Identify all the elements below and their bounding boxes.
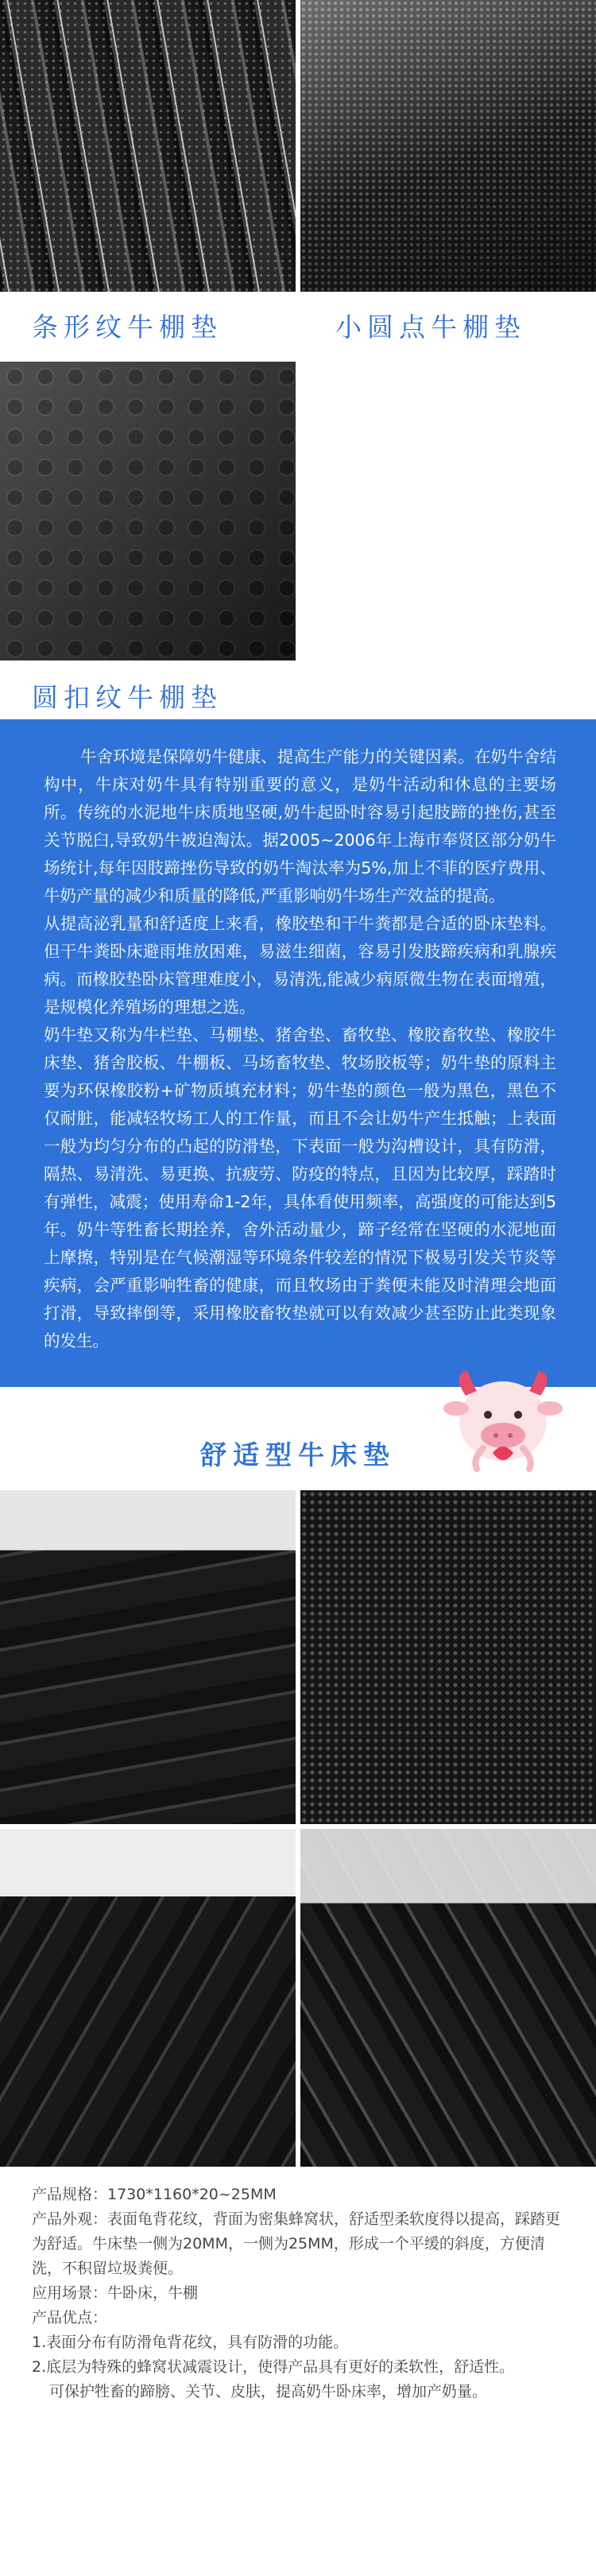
product-specs [32,2183,572,2404]
intro-paragraph-3: 奶牛垫又称为牛栏垫、马棚垫、猪舍垫、畜牧垫、橡胶畜牧垫、橡胶牛床垫、猪舍胶板、牛棚板、马场畜牧垫、牧场胶板等；奶牛垫的原料主要为环保橡胶粉+矿物质填充材料；奶牛垫的颜色一般为黑色，黑色不仅耐脏，能减轻牧场工人的工作量，而且不会让奶牛产生抵触；上表面一般为均匀分布的凸起的防滑垫，下表面一般为沟槽设计，具有防滑，隔热、易清洗、易更换、抗疲劳、防疫的特点，且因为比较厚，踩踏时有弹性，减震；使用寿命1-2年，具体看使用频率，高强度的可能达到5年。奶牛等牲畜长期拴养，舍外活动量少，蹄子经常在坚硬的水泥地面上摩擦，特别是在气候潮湿等环境条件较差的情况下极易引发关节炎等疾病，会严重影响牲畜的健康，而且牧场由于粪便未能及时清理会地面打滑，导致摔倒等，采用橡胶畜牧垫就可以有效减少甚至防止此类现象的发生。 [44,1025,556,1350]
spec-advantage-2-detail: 可保护牲畜的蹄膀、关节、皮肤，提高奶牛卧床率，增加产奶量。 [49,2383,488,2400]
mat-row-photo [0,1829,296,2167]
spec-application: 应用场景：牛卧床，牛棚 [32,2284,199,2302]
small-dot-mat-photo [300,0,596,292]
spec-advantages-heading: 产品优点： [32,2309,108,2326]
intro-paragraph-2: 从提高泌乳量和舒适度上来看，橡胶垫和干牛粪都是合适的卧床垫料。但干牛粪卧床避雨堆放困难，易滋生细菌，容易引发肢蹄疾病和乳腺疾病。而橡胶垫卧床管理难度小，易清洗,能减少病原微生物在表面增殖，是规模化养殖场的理想之选。 [44,914,556,1017]
strip-pattern-caption: 条形纹牛棚垫 [32,312,223,343]
spec-appearance: 产品外观：表面龟背花纹，背面为密集蜂窝状，舒适型柔软度得以提高，踩踏更为舒适。牛床垫一侧为20MM，一侧为25MM，形成一个平缓的斜度，方便清洗，不积留垃圾粪便。 [32,2210,561,2277]
small-dot-caption: 小圆点牛棚垫 [335,312,526,343]
spec-advantage-2: 2.底层为特殊的蜂窝状减震设计，使得产品具有更好的柔软性，舒适性。 [32,2358,515,2376]
spec-size: 产品规格：1730*1160*20~25MM [32,2186,277,2203]
honeycomb-back-photo [300,1829,596,2167]
round-button-mat-photo [0,362,296,660]
stacked-mats-photo [0,1490,296,1824]
mat-surface-closeup-photo [300,1490,596,1824]
strip-pattern-mat-photo [0,0,296,292]
section-title: 舒适型牛床垫 [200,1439,396,1470]
round-button-caption: 圆扣纹牛棚垫 [32,682,223,713]
spec-advantage-1: 1.表面分布有防滑龟背花纹，具有防滑的功能。 [32,2334,349,2351]
intro-paragraph-1: 牛舍环境是保障奶牛健康、提高生产能力的关键因素。在奶牛舍结构中，牛床对奶牛具有特别重要的意义，是奶牛活动和休息的主要场所。传统的水泥地牛床质地坚硬,奶牛起卧时容易引起肢蹄的挫伤,甚至关节脱臼,导致奶牛被迫淘汰。据2005~2006年上海市奉贤区部分奶牛场统计,每年因肢蹄挫伤导致的奶牛淘汰率为5%,加上不菲的医疗费用、牛奶产量的减少和质量的降低,严重影响奶牛场生产效益的提高。 [44,747,556,905]
intro-text [44,743,556,1355]
